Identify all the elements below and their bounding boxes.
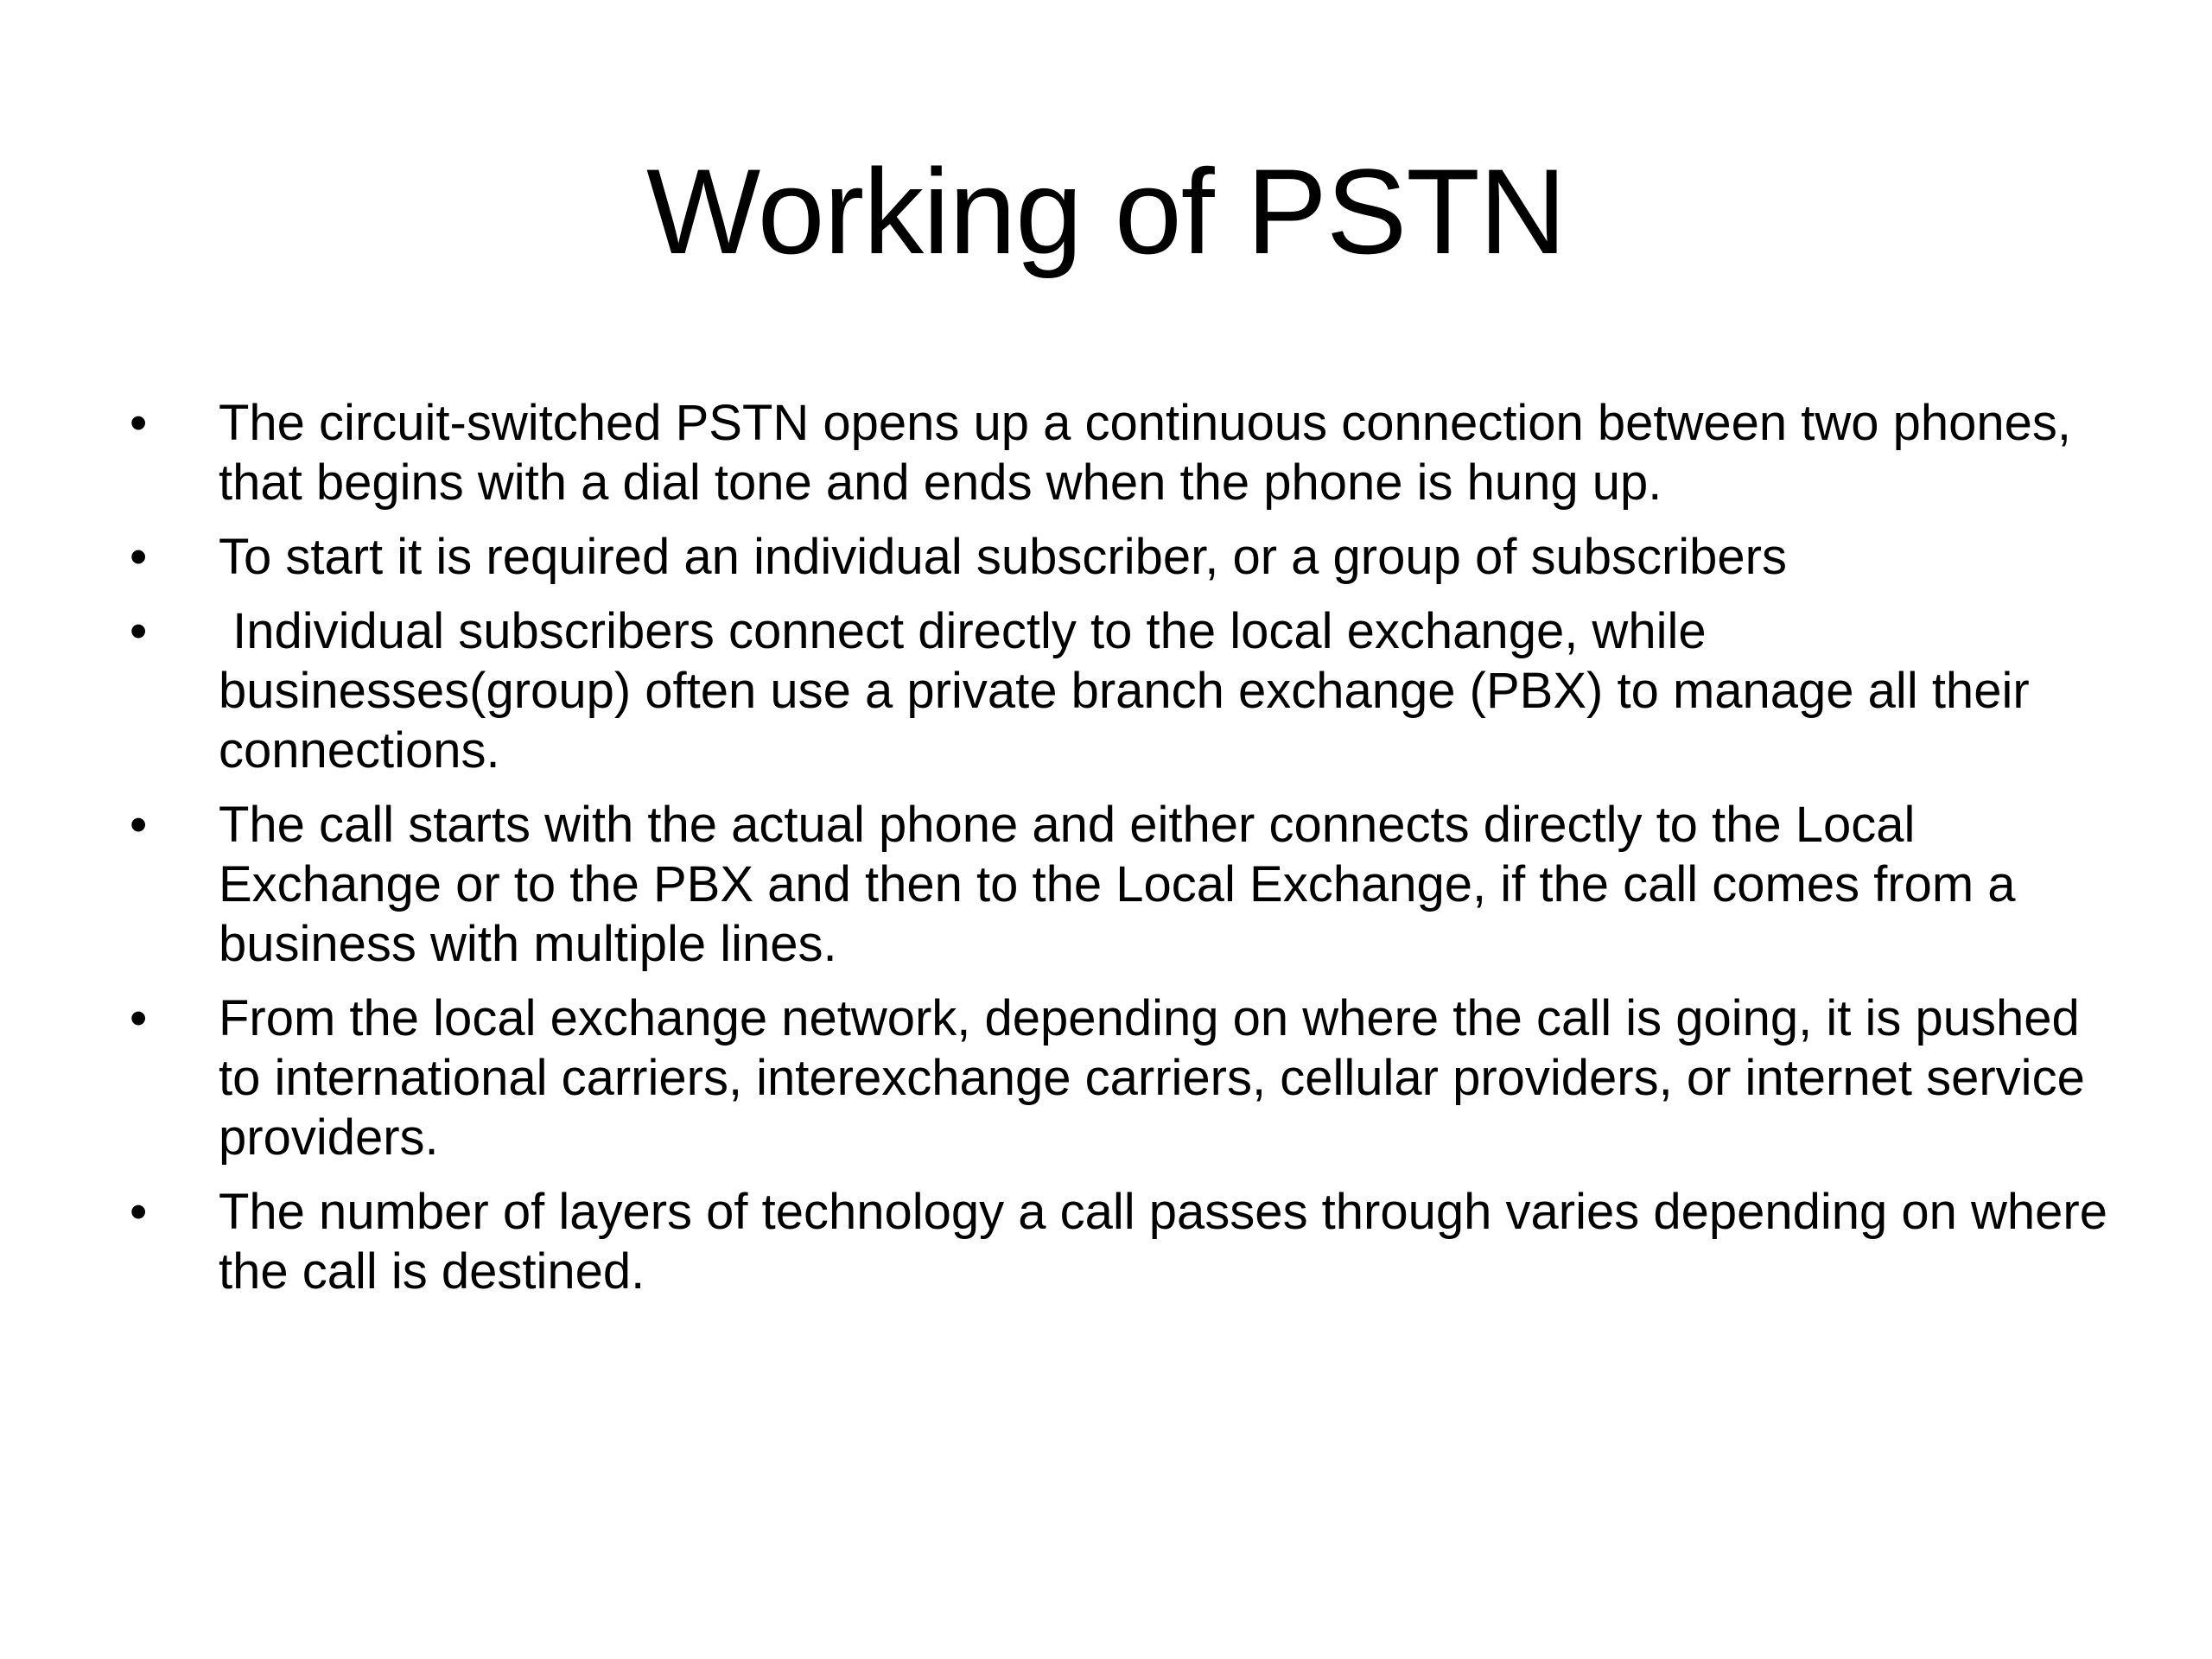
- bullet-item: [130, 1182, 2117, 1301]
- bullet-item: [130, 795, 2117, 974]
- bullet-item: [130, 393, 2117, 512]
- bullet-text: To start it is required an individual subscriber, or a group of subscribers: [219, 529, 1787, 585]
- bullet-item: [130, 988, 2117, 1167]
- bullet-item: [130, 601, 2117, 780]
- bullet-point-icon: •: [130, 395, 148, 451]
- bullet-point-icon: •: [130, 1184, 148, 1240]
- bullet-point-icon: •: [130, 529, 148, 585]
- bullet-point-icon: •: [130, 603, 148, 659]
- bullet-point-icon: •: [130, 797, 148, 853]
- bullet-text: Individual subscribers connect directly to the local exchange, while businesses(group) often use a private branch exchange (PBX) to manage all their connections.: [219, 603, 2044, 779]
- bullet-list: [130, 393, 2117, 1316]
- bullet-text: The circuit-switched PSTN opens up a continuous connection between two phones, that begins with a dial tone and ends when the phone is hung up.: [219, 395, 2072, 511]
- bullet-text: From the local exchange network, depending on where the call is going, it is pushed to international carriers, interexchange carriers, cellular providers, or internet service providers.: [219, 990, 2085, 1166]
- bullet-text: The number of layers of technology a call passes through varies depending on where the call is destined.: [219, 1184, 2107, 1300]
- bullet-text: The call starts with the actual phone and either connects directly to the Local Exchange or to the PBX and then to the Local Exchange, if the call comes from a business with multiple lines.: [219, 797, 2016, 972]
- bullet-item: [130, 527, 2117, 587]
- slide-title: Working of PSTN: [646, 143, 1566, 279]
- bullet-point-icon: •: [130, 990, 148, 1046]
